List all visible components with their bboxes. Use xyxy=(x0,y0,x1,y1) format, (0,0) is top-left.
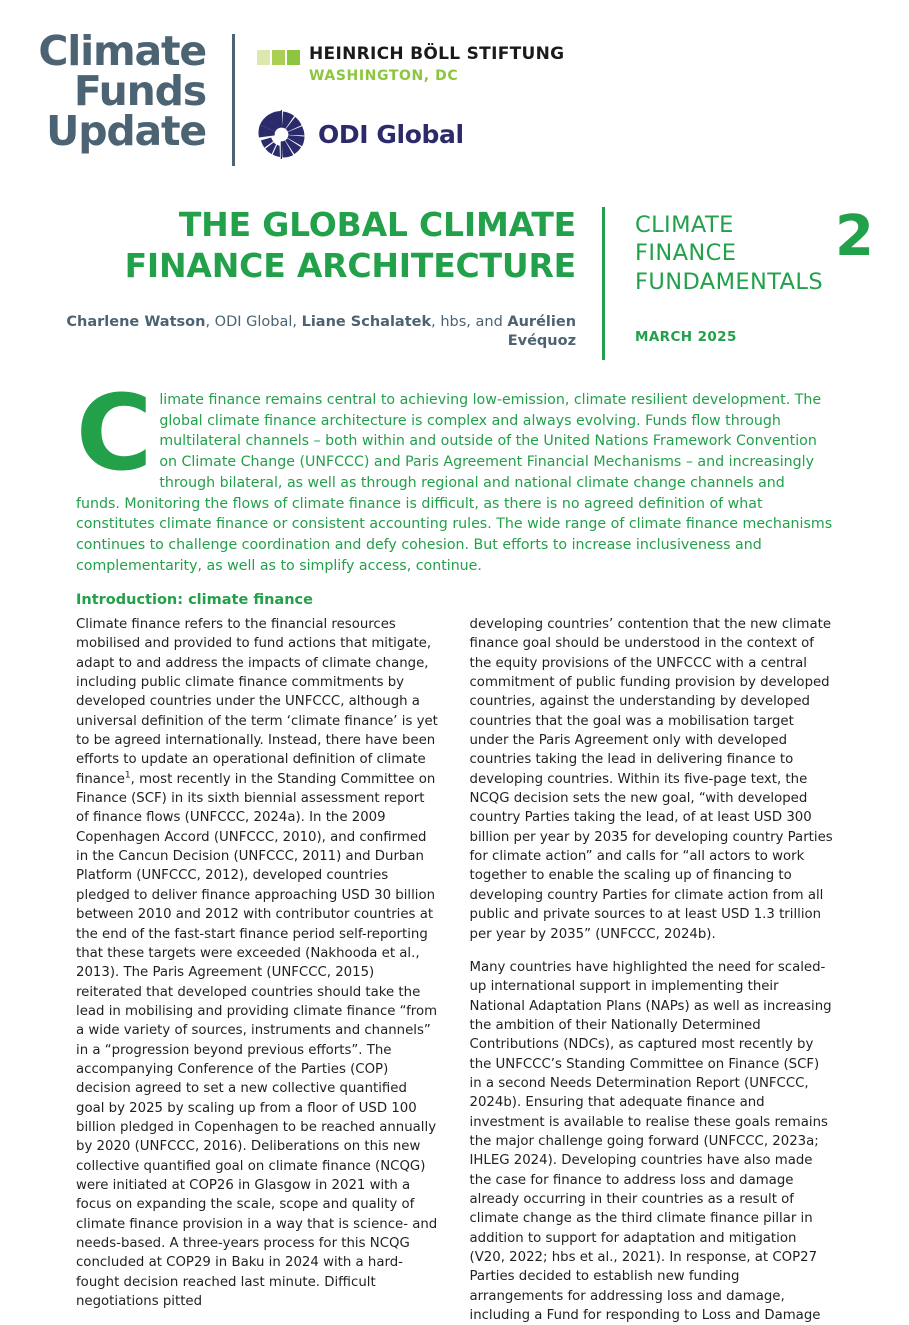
climate-funds-update-wordmark xyxy=(34,27,206,156)
hbs-squares-icon xyxy=(257,50,300,65)
title-block xyxy=(34,205,874,365)
series-name xyxy=(635,211,823,296)
author-1: Charlene Watson xyxy=(66,313,206,330)
right-column xyxy=(470,615,834,1325)
byline xyxy=(34,313,576,351)
title-line-1: THE GLOBAL CLIMATE xyxy=(178,205,577,244)
partner-logos xyxy=(257,28,564,159)
masthead xyxy=(34,28,874,178)
author-2: Liane Schalatek xyxy=(301,313,432,330)
hbs-location: WASHINGTON, DC xyxy=(309,67,459,84)
series-badge xyxy=(605,205,874,365)
left-column xyxy=(76,615,440,1325)
odi-name: ODI Global xyxy=(318,119,464,149)
left-column-paragraph-1 xyxy=(76,615,440,1311)
hbs-name: HEINRICH BÖLL STIFTUNG xyxy=(309,44,565,64)
series-line-3: FUNDAMENTALS xyxy=(635,268,824,295)
lead-text: limate finance remains central to achieving low-emission, climate resilient development. The global climate finance architecture is complex and always evolving. Funds flow through multilateral channels – both within and outside of the United Nations Framework Convention on Climate Change (UNFCCC) and Paris Agreement Financial Mechanisms – and increasingly through bilateral, as well as through regional and national climate change channels and funds. Monitoring the flows of climate finance is difficult, as there is no agreed definition of what constitutes climate finance or consistent accounting rules. The wide range of climate finance mechanisms continues to challenge coordination and defy cohesion. But efforts to increase inclusiveness and complementarity, as well as to simplify access, continue. xyxy=(76,392,833,574)
page-title xyxy=(34,205,576,287)
series-line-1: CLIMATE xyxy=(635,212,734,238)
section-heading-introduction: Introduction: climate finance xyxy=(76,592,313,608)
title-line-2: FINANCE ARCHITECTURE xyxy=(124,245,577,285)
wordmark-line-3: Update xyxy=(46,107,206,156)
right-column-paragraph-1: developing countries’ contention that the new climate finance goal should be understood in the context of the equity provisions of the UNFCCC with a central commitment of public funding provision by developed countries, against the understanding by developed countries that the goal was a mobilisation target under the Paris Agreement only with developed countries taking the lead in delivering finance to developing countries. Within its five-page text, the NCQG decision sets the new goal, “with developed country Parties taking the lead, of at least USD 300 billion per year by 2035 for developing country Parties for climate action” and calls for “all actors to work together to enable the scaling up of financing to developing country Parties for climate action from all public and private sources to at least USD 1.3 trillion per year by 2035” (UNFCCC, 2024b). xyxy=(469,617,833,942)
author-3: Aurélien Evéquoz xyxy=(507,313,577,349)
wordmark-line-2: Funds xyxy=(73,67,206,116)
odi-global-logo xyxy=(257,110,564,159)
wordmark-line-1: Climate xyxy=(38,27,206,75)
series-line-2: FINANCE xyxy=(635,240,737,267)
publication-date: MARCH 2025 xyxy=(635,329,737,346)
left-para-1-part-2: , most recently in the Standing Committee on Finance (SCF) in its sixth biennial assessment report of finance flows (UNFCCC, 2024a). In the 2009 Copenhagen Accord (UNFCCC, 2010), and confirmed in the Cancun Decision (UNFCCC, 2011) and Durban Platform (UNFCCC, 2012), developed countries pledged to deliver finance approaching USD 30 billion between 2010 and 2012 with contributor countries at the end of the fast-start finance period self-reporting that these targets were exceeded (Nakhooda et al., 2013). The Paris Agreement (UNFCCC, 2015) reiterated that developed countries should take the lead in mobilising and providing climate finance “from a wide variety of sources, instruments and channels” in a “progression beyond previous efforts”. The accompanying Conference of the Parties (COP) decision agreed to set a new collective quantified goal by 2025 by scaling up from a floor of USD 100 billion pledged in Copenhagen to be reached annually by 2020 (UNFCCC, 2016). Deliberations on this new collective quantified goal on climate finance (NCQG) were initiated at COP26 in Glasgow in 2021 with a focus on expanding the scale, scope and quality of climate finance provision in a way that is science- and needs-based. A three-years process for this NCQG concluded at COP29 in Baku in 2024 with a hard-fought decision reached last minute. Difficult negotiations pitted xyxy=(76,771,438,1310)
affiliation-1: , ODI Global, xyxy=(205,313,302,330)
odi-globe-icon xyxy=(257,110,306,159)
title-left xyxy=(34,205,602,365)
affiliation-2: , hbs, and xyxy=(431,313,508,330)
heinrich-boll-stiftung-logo xyxy=(257,46,564,84)
footnote-marker-1: 1 xyxy=(124,770,131,781)
lead-paragraph xyxy=(76,372,833,577)
left-para-1-part-1: Climate finance refers to the financial resources mobilised and provided to fund actions that mitigate, adapt to and address the impacts of climate change, including public climate finance commitments by developed countries under the UNFCCC, although a universal definition of the term ‘climate finance’ is yet to be agreed internationally. Instead, there have been efforts to update an operational definition of climate finance xyxy=(76,617,438,787)
series-number: 2 xyxy=(835,204,874,269)
right-column-paragraph-2: Many countries have highlighted the need for scaled-up international support in implementing their National Adaptation Plans (NAPs) as well as increasing the ambition of their Nationally Determined Contributions (NDCs), as captured most recently by the UNFCCC’s Standing Committee on Finance (SCF) in a second Needs Determination Report (UNFCCC, 2024b). Ensuring that adequate finance and investment is available to realise these goals remains the major challenge going forward (UNFCCC, 2023a; IHLEG 2024). Developing countries have also made the case for finance to address loss and damage already occurring in their countries as a result of climate change as the third climate finance pillar in addition to support for adaptation and mitigation (V20, 2022; hbs et al., 2021). In response, at COP27 Parties decided to establish new funding arrangements for addressing loss and damage, including a Fund for responding to Loss and Damage xyxy=(469,959,832,1324)
masthead-divider xyxy=(232,34,235,166)
body-columns xyxy=(76,615,833,1325)
drop-cap: C xyxy=(76,372,153,494)
